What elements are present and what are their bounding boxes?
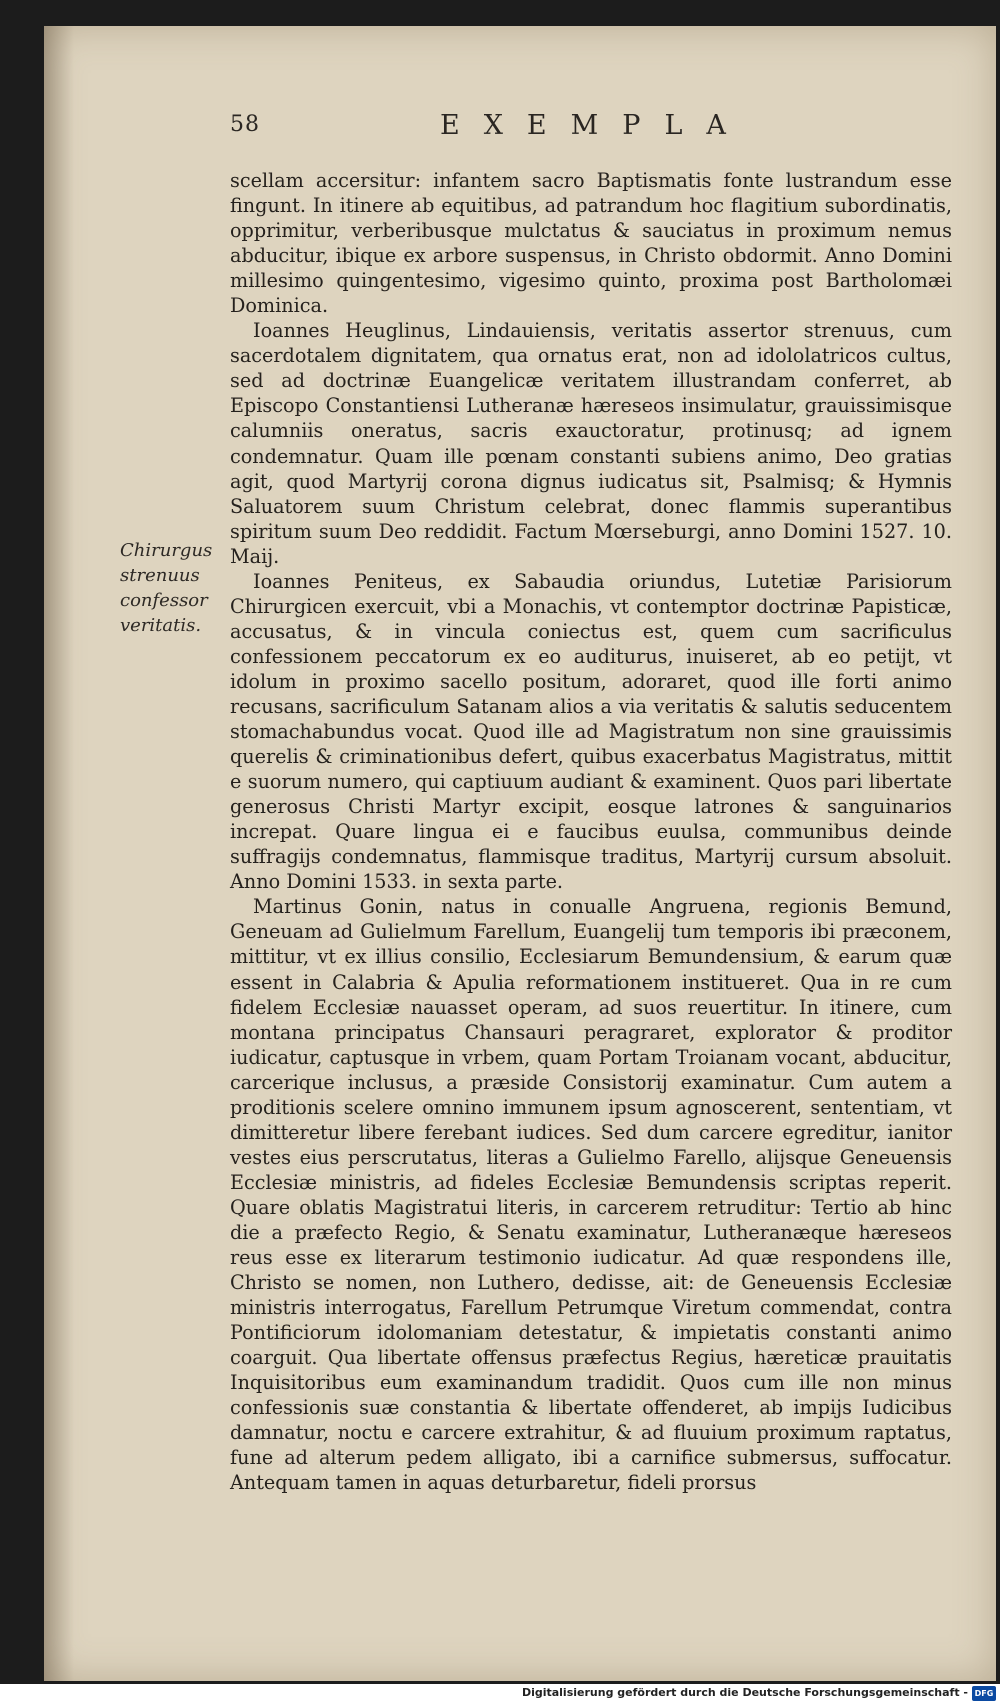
paragraph-gonin: Martinus Gonin, natus in conualle Angruena, regionis Bemund, Geneuam ad Gulielmum Farellum, Euangelij tum temporis ibi præconem, mittitur, vt ex illius consilio, Ecclesiarum Bemundensium, & earum quæ essent in Calabria & Apulia reformationem institueret. Qua in re cum fidelem Ecclesiæ nauasset operam, ad suos reuertitur. In itinere, cum montana principatus Chansauri peragraret, explorator & proditor iudicatur, captusque in vrbem, quam Portam Troianam vocant, abducitur, carcerique inclusus, a præside Consistorij examinatur. Cum autem a proditionis scelere omnino immunem ipsum agnoscerent, sententiam, vt dimitteretur libere ferebant iudices. Sed dum carcere egreditur, ianitor vestes eius perscrutatus, literas a Gulielmo Farello, alijsque Geneuensis Ecclesiæ ministris, ad fideles Ecclesiæ Bemundensis scriptas reperit. Quare oblatis Magistratui literis, in carcerem retruditur: Tertio ab hinc die a præfecto Regio, & Senatu examinatur, Lutheranæque hæreseos reus esse ex literarum testimonio iudicatur. Ad quæ respondens ille, Christo se nomen, non Luthero, dedisse, ait: de Geneuensis Ecclesiæ ministris interrogatus, Farellum Petrumque Viretum commendat, contra Pontificiorum idolomaniam detestatur, & impietatis constanti animo coarguit. Qua libertate offensus præfectus Regius, hæreticæ prauitatis Inquisitoribus eum examinandum tradidit. Quos cum ille non minus confessionis suæ constantia & libertate offenderet, ab impijs Iudicibus damnatur, noctu e carcere extrahitur, & ad fluuium proximum raptatus, fune ad alterum pedem alligato, ibi a carnifice submersus, suffocatur. Antequam tamen in aquas deturbaretur, fideli prorsus xyxy=(230,895,952,1495)
paragraph-continuation: scellam accersitur: infantem sacro Baptismatis fonte lustrandum esse fingunt. In itinere ab equitibus, ad patrandum hoc flagitium subordinatis, opprimitur, verberibusque mulctatus & sauciatus in proximum nemus abducitur, ibique ex arbore suspensus, in Christo obdormit. Anno Domini millesimo quingentesimo, vigesimo quinto, proxima post Bartholomæi Dominica. xyxy=(230,169,952,318)
paragraph-heuglinus: Ioannes Heuglinus, Lindauiensis, veritatis assertor strenuus, cum sacerdotalem dignitatem, qua ornatus erat, non ad idololatricos cultus, sed ad doctrinæ Euangelicæ veritatem illustrandam conferret, ab Episcopo Constantiensi Lutheranæ hæreseos insimulatur, grauissimisque calumniis oneratus, sacris exauctoratur, protinusq; ad ignem condemnatur. Quam ille pœnam constanti subiens animo, Deo gratias agit, quod Martyrij corona dignus iudicatus sit, Psalmisq; & Hymnis Saluatorem suum Christum celebrat, donec flammis superantibus spiritum suum Deo reddidit. Factum Mœrseburgi, anno Domini 1527. 10. Maij. xyxy=(230,319,952,568)
body-text xyxy=(230,168,952,1495)
book-page xyxy=(44,26,996,1681)
dfg-logo-icon: DFG xyxy=(972,1686,996,1701)
paragraph-peniteus: Ioannes Peniteus, ex Sabaudia oriundus, Lutetiæ Parisiorum Chirurgicen exercuit, vbi a Monachis, vt contemptor doctrinæ Papisticæ, accusatus, & in vincula coniectus est, quem cum sacrificulus confessionem peccatorum ex eo auditurus, inuiseret, ab eo petijt, vt idolum in proximo sacello positum, adoraret, quod ille forti animo recusans, sacrificulum Satanam alios a via veritatis & salutis seducentem stomachabundus vocat. Quod ille ad Magistratum non sine grauissimis querelis & criminationibus defert, quibus exacerbatus Magistratus, mittit e suorum numero, qui captiuum audiant & examinent. Quos pari libertate generosus Christi Martyr excipit, eosque latrones & sanguinarios increpat. Quare lingua ei e faucibus euulsa, communibus deinde suffragijs condemnatus, flammisque traditus, Martyrij cursum absoluit. Anno Domini 1533. in sexta parte. xyxy=(230,569,952,894)
page-number: 58 xyxy=(230,112,260,137)
page-header xyxy=(230,110,946,146)
marginal-note: Chirurgus strenuus confessor veritatis. xyxy=(120,540,213,636)
funding-credit: Digitalisierung gefördert durch die Deutsche Forschungsgemeinschaft - xyxy=(521,1686,968,1699)
running-head: EXEMPLA xyxy=(440,110,750,141)
digitization-footer xyxy=(0,1684,1000,1704)
